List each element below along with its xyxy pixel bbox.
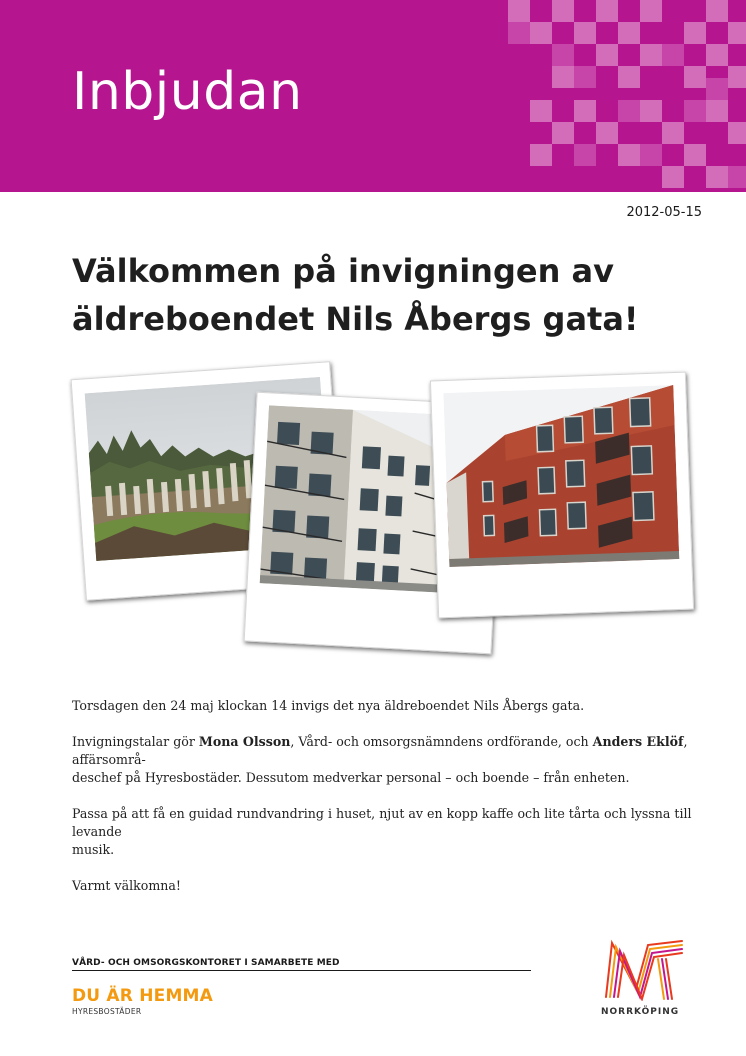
headline-line-2: äldreboendet Nils Åbergs gata! [72, 300, 639, 338]
header-band [0, 0, 746, 192]
paragraph-speakers [72, 733, 712, 787]
activities-line-2: musik. [72, 842, 115, 857]
brick-building-image [443, 385, 679, 567]
speakers-intro: Invigningstalar gör [72, 734, 199, 749]
document-date: 2012-05-15 [626, 205, 702, 220]
footer-divider [72, 970, 531, 971]
hyresbostader-label: HYRESBOSTÄDER [72, 1007, 142, 1016]
speakers-mid: , Vård- och omsorgsnämndens ordförande, och [290, 734, 593, 749]
norrkoping-wordmark: NORRKÖPING [601, 1007, 680, 1017]
activities-line-1: Passa på att få en guidad rundvandring i huset, njut av en kopp kaffe och lite tårta och lyssna till levande [72, 806, 692, 839]
paragraph-event-time: Torsdagen den 24 maj klockan 14 invigs det nya äldreboendet Nils Åbergs gata. [72, 698, 585, 713]
norrkoping-logo-icon [602, 935, 686, 1001]
speaker-name-1: Mona Olsson [198, 734, 291, 749]
speakers-role-cont: deschef på Hyresbostäder. Dessutom medverkar personal – och boende – från enheten. [72, 770, 630, 785]
footer-label: VÅRD- OCH OMSORGSKONTORET I SAMARBETE MED [72, 958, 340, 968]
du-ar-hemma-logo: DU ÄR HEMMA [72, 986, 214, 1006]
invitation-body [72, 697, 712, 913]
paragraph-activities [72, 805, 712, 859]
photo-brick-building [430, 372, 694, 619]
page-title: Inbjudan [72, 62, 303, 122]
paragraph-closing: Varmt välkomna! [72, 878, 181, 893]
speaker-name-2: Anders Eklöf [592, 734, 684, 749]
headline-line-1: Välkommen på invigningen av [72, 252, 614, 290]
headline [72, 247, 712, 343]
speakers-role: , affärsområ- [72, 734, 688, 767]
